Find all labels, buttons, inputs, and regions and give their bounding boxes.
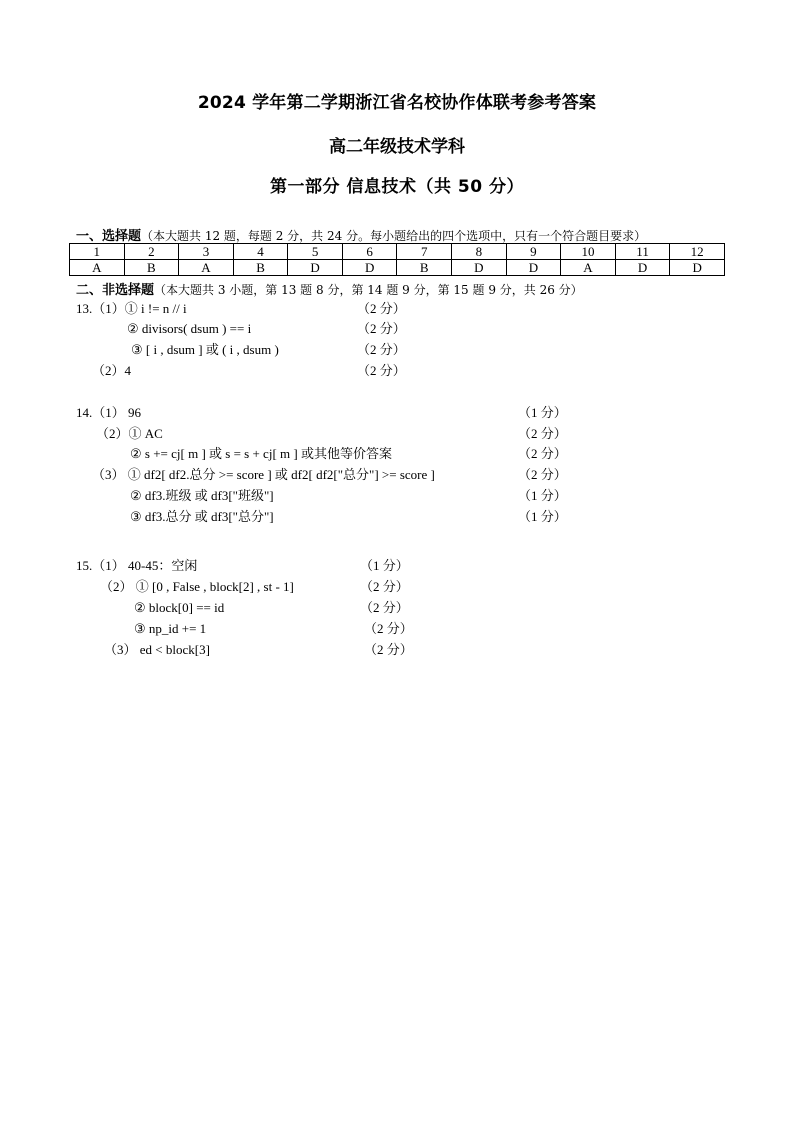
q14-score-6: （1 分） [518, 509, 567, 524]
q15-score-4: （2 分） [364, 621, 413, 636]
q14-line-6: ③ df3.总分 或 df3["总分"] [130, 509, 274, 524]
table-cell: 5 [288, 244, 343, 260]
table-cell: B [397, 260, 452, 276]
document-title: 2024 学年第二学期浙江省名校协作体联考参考答案 [197, 93, 597, 113]
table-cell: 11 [615, 244, 670, 260]
q13-line-2: ② divisors( dsum ) == i [127, 321, 252, 336]
table-cell: D [506, 260, 561, 276]
q14-line-4: （3） ① df2[ df2.总分 >= score ] 或 df2[ df2["总分"] >= score ] [92, 467, 435, 482]
q15-line-4: ③ np_id += 1 [134, 621, 207, 636]
q13-line-1: 13.（1）① i != n // i [76, 301, 187, 316]
section1-note: （本大题共 12 题，每题 2 分，共 24 分。每小题给出的四个选项中，只有一个符合题目要求） [141, 229, 647, 243]
section2-heading: 二、非选择题 [76, 283, 155, 298]
q14-line-1: 14.（1） 96 [76, 405, 142, 420]
table-cell: 3 [179, 244, 234, 260]
part-title: 第一部分 信息技术（共 50 分） [270, 177, 524, 197]
table-cell: D [342, 260, 397, 276]
answer-table-answer-row [70, 260, 725, 276]
q14-line-2: （2）① AC [96, 426, 163, 441]
table-cell: B [233, 260, 288, 276]
q15-line-3: ② block[0] == id [134, 600, 225, 615]
table-cell: 8 [452, 244, 507, 260]
q13-score-4: （2 分） [357, 363, 406, 378]
answer-table-number-row [70, 244, 725, 260]
q13-score-1: （2 分） [357, 301, 406, 316]
q15-line-2: （2） ① [0 , False , block[2] , st - 1] [100, 579, 294, 594]
q13-line-4: （2）4 [92, 363, 132, 378]
section1-heading: 一、选择题 [76, 229, 142, 244]
table-cell: 2 [124, 244, 179, 260]
q13-score-2: （2 分） [357, 321, 406, 336]
table-cell: 1 [70, 244, 125, 260]
q13-line-3: ③ [ i , dsum ] 或 ( i , dsum ) [131, 342, 279, 357]
table-cell: 6 [342, 244, 397, 260]
table-cell: 4 [233, 244, 288, 260]
document-subtitle: 高二年级技术学科 [329, 137, 465, 157]
q15-line-1: 15.（1） 40-45：空闲 [76, 558, 198, 573]
q15-line-5: （3） ed < block[3] [104, 642, 210, 657]
q15-score-2: （2 分） [360, 579, 409, 594]
q13-score-3: （2 分） [357, 342, 406, 357]
table-cell: D [615, 260, 670, 276]
table-cell: 12 [670, 244, 725, 260]
q14-score-1: （1 分） [518, 405, 567, 420]
table-cell: D [670, 260, 725, 276]
table-cell: A [70, 260, 125, 276]
q14-line-5: ② df3.班级 或 df3["班级"] [130, 488, 274, 503]
table-cell: A [561, 260, 616, 276]
table-cell: D [288, 260, 343, 276]
q14-score-3: （2 分） [518, 446, 567, 461]
q15-score-5: （2 分） [364, 642, 413, 657]
q15-score-3: （2 分） [360, 600, 409, 615]
table-cell: D [452, 260, 507, 276]
q14-score-5: （1 分） [518, 488, 567, 503]
table-cell: 7 [397, 244, 452, 260]
answer-table [69, 243, 725, 276]
q14-score-2: （2 分） [518, 426, 567, 441]
q15-score-1: （1 分） [360, 558, 409, 573]
table-cell: A [179, 260, 234, 276]
q14-line-3: ② s += cj[ m ] 或 s = s + cj[ m ] 或其他等价答案 [130, 446, 392, 461]
q14-score-4: （2 分） [518, 467, 567, 482]
section2-header [76, 279, 583, 298]
section1-header [76, 225, 646, 244]
table-cell: 10 [561, 244, 616, 260]
table-cell: 9 [506, 244, 561, 260]
table-cell: B [124, 260, 179, 276]
section2-note: （本大题共 3 小题，第 13 题 8 分，第 14 题 9 分，第 15 题 9 分，共 26 分） [154, 283, 583, 297]
